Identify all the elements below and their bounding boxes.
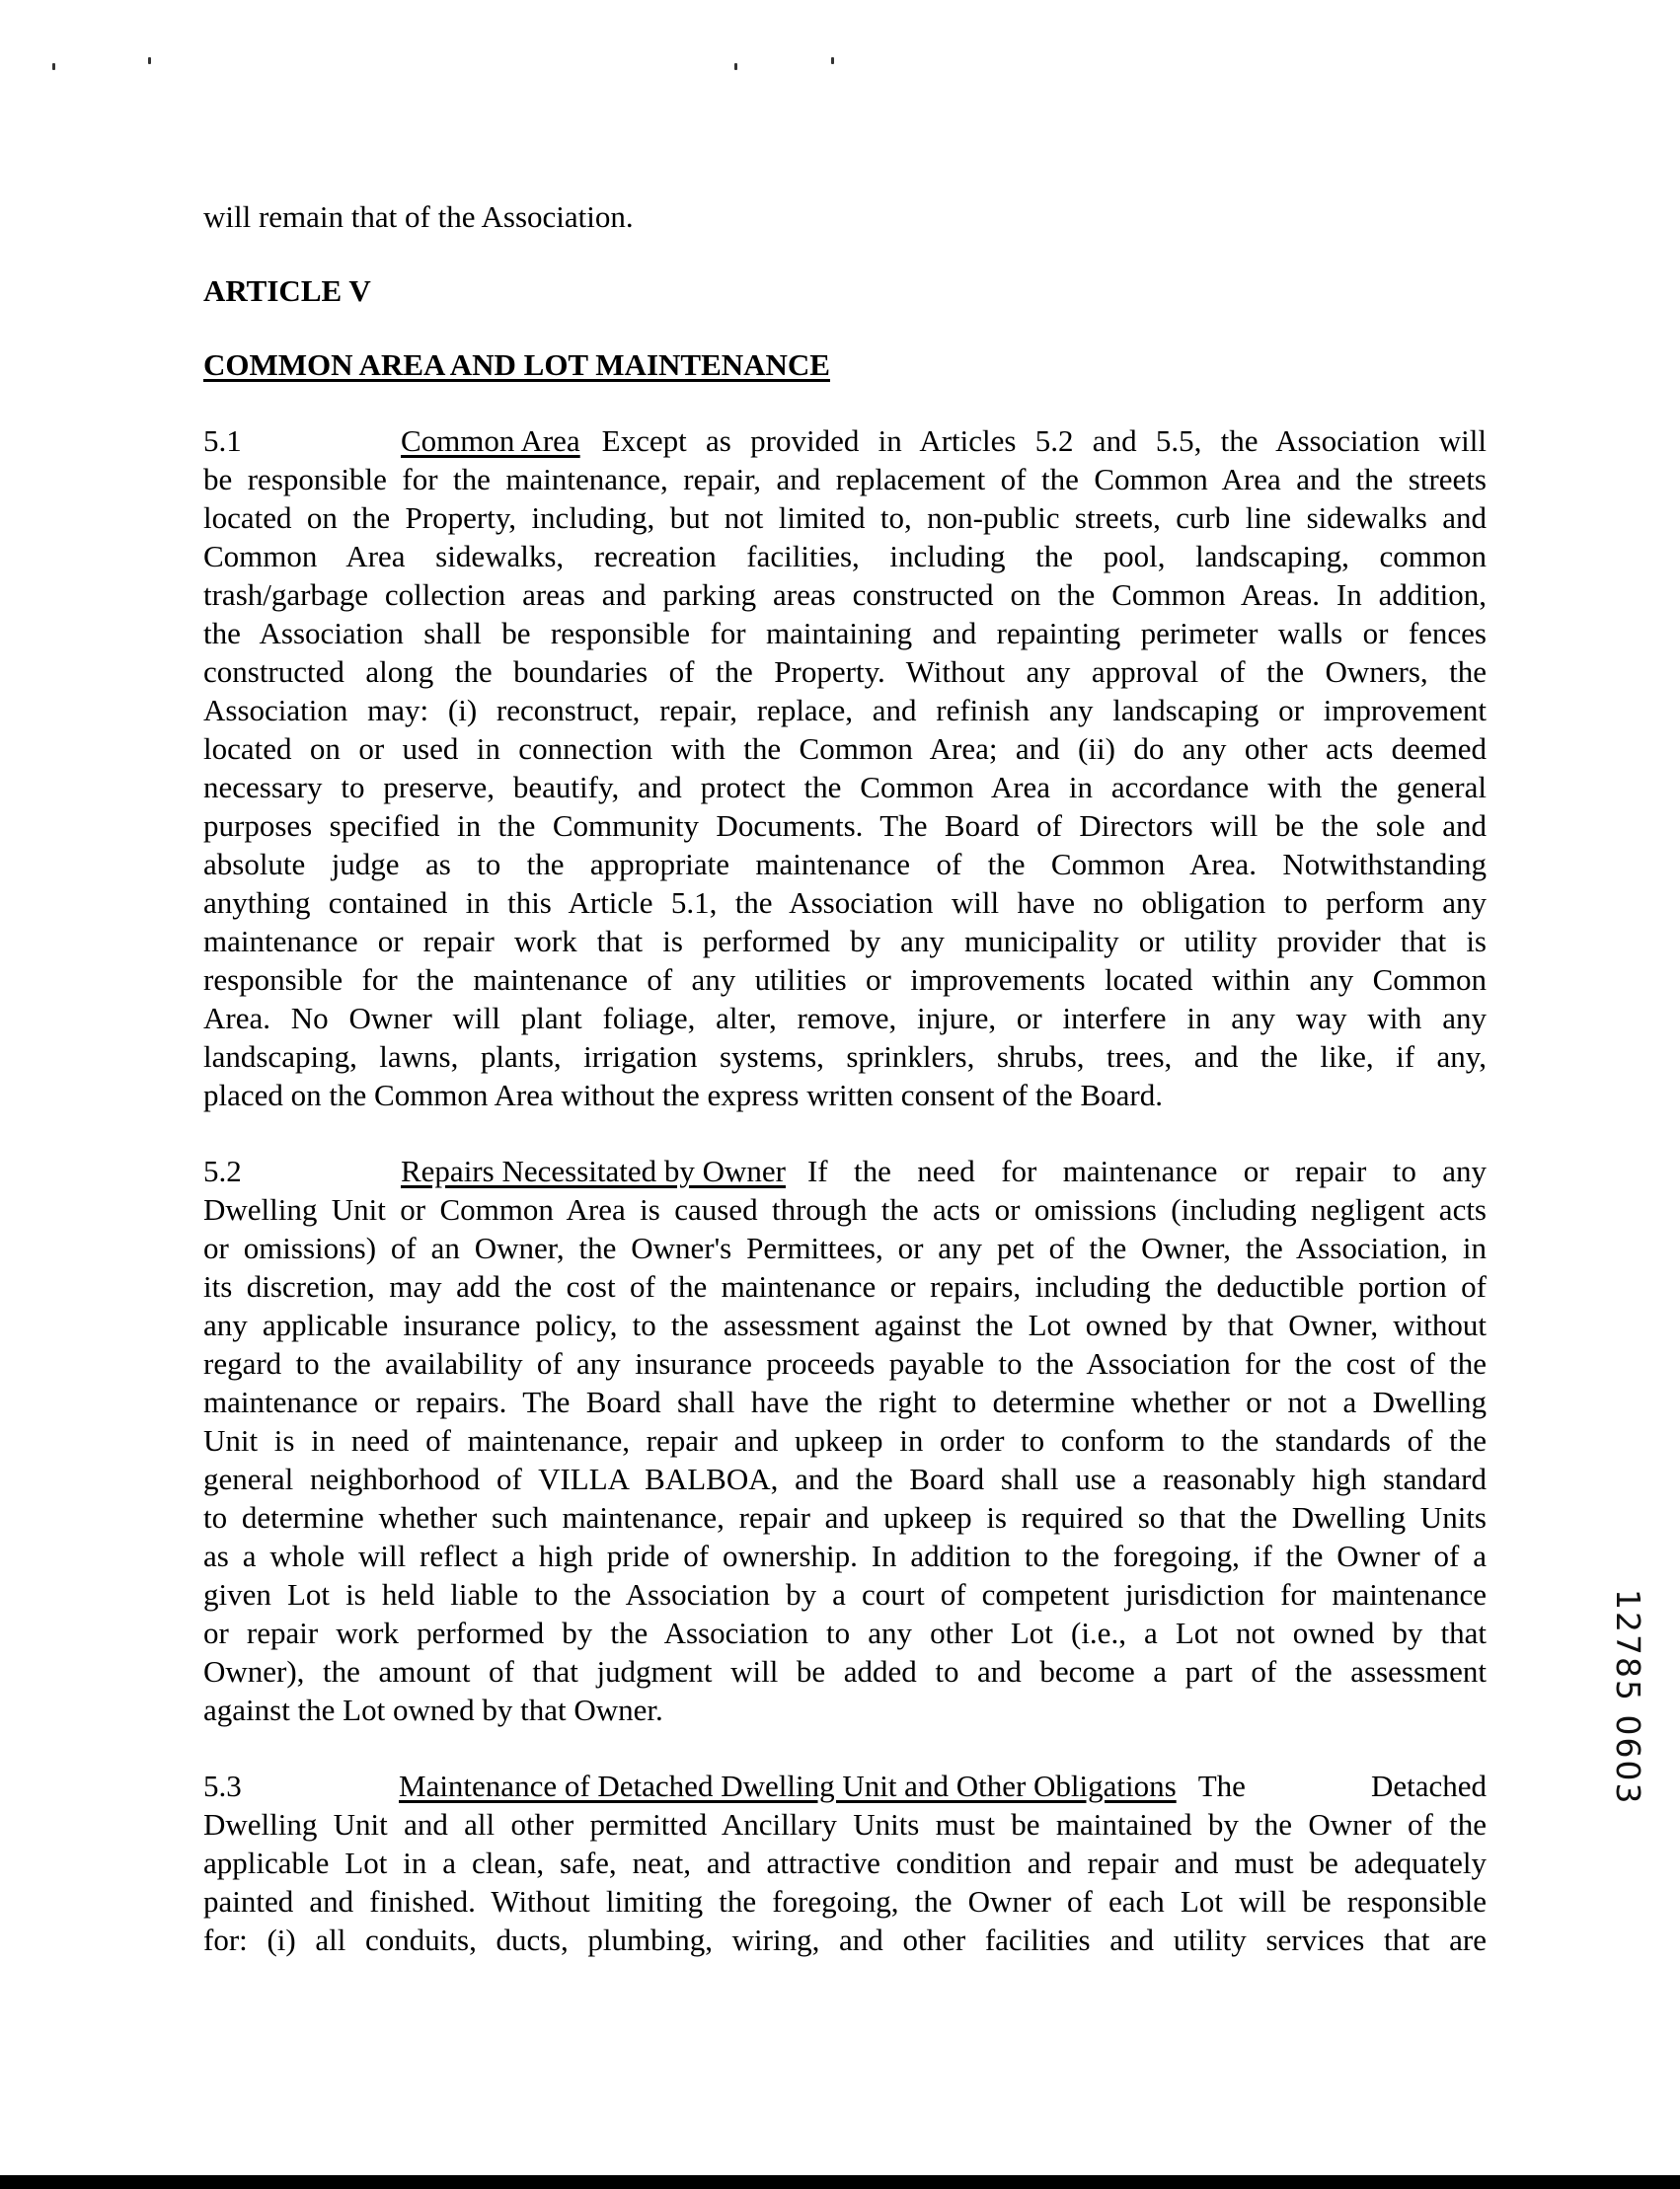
scan-bottom-edge xyxy=(0,2175,1680,2189)
section-line: landscaping, lawns, plants, irrigation systems, sprinklers, shrubs, trees, and the like, if any, xyxy=(203,1039,1487,1074)
section-line: Area. No Owner will plant foliage, alter, remove, injure, or interfere in any way with any xyxy=(203,1001,1487,1035)
section-5-1 xyxy=(203,421,1487,1114)
section-title: Repairs Necessitated by Owner xyxy=(401,1154,786,1188)
section-5-3 xyxy=(203,1767,1487,1959)
section-line: anything contained in this Article 5.1, the Association will have no obligation to perform any xyxy=(203,885,1487,920)
section-line: for: (i) all conduits, ducts, plumbing, wiring, and other facilities and utility services that are xyxy=(203,1923,1487,1957)
section-line: Association may: (i) reconstruct, repair, replace, and refinish any landscaping or improvement xyxy=(203,693,1487,727)
section-line: Dwelling Unit and all other permitted Ancillary Units must be maintained by the Owner of the xyxy=(203,1807,1487,1842)
section-line: Dwelling Unit or Common Area is caused through the acts or omissions (including negligent acts xyxy=(203,1192,1487,1227)
scan-speck xyxy=(831,57,834,64)
section-line: against the Lot owned by that Owner. xyxy=(203,1693,663,1727)
article-heading: ARTICLE V xyxy=(203,273,371,308)
section-heading: COMMON AREA AND LOT MAINTENANCE xyxy=(203,347,830,382)
section-line: or repair work performed by the Association to any other Lot (i.e., a Lot not owned by that xyxy=(203,1616,1487,1650)
section-line: If the need for maintenance or repair to any xyxy=(806,1154,1487,1188)
section-title: Maintenance of Detached Dwelling Unit and Other Obligations xyxy=(399,1769,1177,1803)
section-line: responsible for the maintenance of any utilities or improvements located within any Common xyxy=(203,962,1487,997)
section-number: 5.1 xyxy=(203,423,242,458)
section-first-line xyxy=(203,1767,1487,1805)
section-line: painted and finished. Without limiting the foregoing, the Owner of each Lot will be responsible xyxy=(203,1884,1487,1919)
section-line: constructed along the boundaries of the Property. Without any approval of the Owners, the xyxy=(203,654,1487,689)
document-stamp-number: 12785 0603 xyxy=(1609,1589,1647,1806)
section-line: Unit is in need of maintenance, repair and upkeep in order to conform to the standards of the xyxy=(203,1423,1487,1458)
document-body xyxy=(203,197,1487,1959)
section-line: located on or used in connection with the Common Area; and (ii) do any other acts deemed xyxy=(203,731,1487,766)
section-line: applicable Lot in a clean, safe, neat, and attractive condition and repair and must be adequately xyxy=(203,1846,1487,1880)
section-line: as a whole will reflect a high pride of ownership. In addition to the foregoing, if the Owner of a xyxy=(203,1539,1487,1573)
scan-speck xyxy=(52,63,55,70)
section-first-line xyxy=(203,1152,1487,1190)
section-line: purposes specified in the Community Documents. The Board of Directors will be the sole and xyxy=(203,808,1487,843)
section-line: absolute judge as to the appropriate maintenance of the Common Area. Notwithstanding xyxy=(203,847,1487,881)
section-line: trash/garbage collection areas and parking areas constructed on the Common Areas. In addition, xyxy=(203,577,1487,612)
section-line: Owner), the amount of that judgment will be added to and become a part of the assessment xyxy=(203,1654,1487,1689)
section-line: the Association shall be responsible for maintaining and repainting perimeter walls or fences xyxy=(203,616,1487,650)
section-line: any applicable insurance policy, to the assessment against the Lot owned by that Owner, without xyxy=(203,1308,1487,1342)
intro-text: will remain that of the Association. xyxy=(203,199,634,234)
section-line: located on the Property, including, but not limited to, non-public streets, curb line sidewalks and xyxy=(203,500,1487,535)
section-line: maintenance or repairs. The Board shall have the right to determine whether or not a Dwelling xyxy=(203,1385,1487,1419)
section-number: 5.2 xyxy=(203,1154,242,1188)
section-line: be responsible for the maintenance, repair, and replacement of the Common Area and the streets xyxy=(203,462,1487,496)
section-line: placed on the Common Area without the express written consent of the Board. xyxy=(203,1078,1163,1112)
section-line: to determine whether such maintenance, repair and upkeep is required so that the Dwelling Units xyxy=(203,1500,1487,1535)
section-line: given Lot is held liable to the Association by a court of competent jurisdiction for maintenance xyxy=(203,1577,1487,1612)
section-line: Common Area sidewalks, recreation facilities, including the pool, landscaping, common xyxy=(203,539,1487,573)
section-line: Except as provided in Articles 5.2 and 5.5, the Association will xyxy=(601,423,1487,458)
section-5-2 xyxy=(203,1152,1487,1729)
section-line: necessary to preserve, beautify, and protect the Common Area in accordance with the general xyxy=(203,770,1487,804)
section-line: maintenance or repair work that is performed by any municipality or utility provider that is xyxy=(203,924,1487,958)
section-number: 5.3 xyxy=(203,1769,242,1803)
section-line: The Detached xyxy=(1197,1769,1487,1803)
section-first-line xyxy=(203,421,1487,460)
section-line: or omissions) of an Owner, the Owner's Permittees, or any pet of the Owner, the Association, in xyxy=(203,1231,1487,1265)
section-title: Common Area xyxy=(401,423,580,458)
section-line: its discretion, may add the cost of the maintenance or repairs, including the deductible portion of xyxy=(203,1269,1487,1304)
section-line: regard to the availability of any insurance proceeds payable to the Association for the cost of the xyxy=(203,1346,1487,1381)
scan-speck xyxy=(734,63,737,70)
scan-speck xyxy=(148,57,151,64)
section-line: general neighborhood of VILLA BALBOA, and the Board shall use a reasonably high standard xyxy=(203,1462,1487,1496)
